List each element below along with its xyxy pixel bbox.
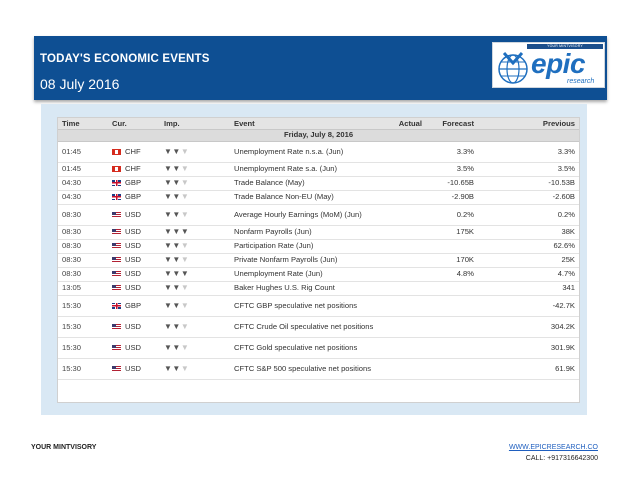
- currency-code: USD: [125, 321, 142, 331]
- event-name: Trade Balance (May): [230, 176, 384, 190]
- event-importance: [160, 316, 230, 337]
- economic-events-table: [58, 118, 579, 380]
- table-row: [58, 162, 579, 176]
- event-forecast: 0.2%: [426, 204, 478, 225]
- bull-icon: ▼: [164, 342, 173, 352]
- event-importance: [160, 281, 230, 295]
- event-actual: [384, 190, 426, 204]
- event-forecast: [426, 358, 478, 379]
- event-name: Baker Hughes U.S. Rig Count: [230, 281, 384, 295]
- bull-icon: ▼: [172, 146, 181, 156]
- event-forecast: 3.5%: [426, 162, 478, 176]
- event-importance: [160, 267, 230, 281]
- bull-icon: ▼: [172, 227, 181, 236]
- events-table-container: [57, 117, 580, 403]
- table-row: [58, 253, 579, 267]
- bull-icon: ▼: [180, 227, 190, 236]
- col-actual: Actual: [384, 118, 426, 129]
- event-name: Average Hourly Earnings (MoM) (Jun): [230, 204, 384, 225]
- event-currency: [108, 337, 160, 358]
- day-heading: Friday, July 8, 2016: [58, 129, 579, 141]
- bull-icon: ▼: [172, 255, 181, 264]
- event-currency: [108, 225, 160, 239]
- flag-us-icon: [112, 229, 121, 235]
- event-previous: -42.7K: [478, 295, 579, 316]
- bull-icon: ▼: [180, 241, 190, 250]
- event-name: CFTC S&P 500 speculative net positions: [230, 358, 384, 379]
- currency-code: GBP: [125, 178, 142, 187]
- flag-gb-icon: [112, 180, 121, 186]
- flag-ch-icon: [112, 149, 121, 155]
- bull-icon: ▼: [172, 192, 181, 201]
- event-importance: [160, 358, 230, 379]
- event-currency: [108, 281, 160, 295]
- flag-us-icon: [112, 257, 121, 263]
- bull-icon: ▼: [172, 209, 181, 219]
- event-importance: [160, 141, 230, 162]
- currency-code: GBP: [125, 300, 142, 310]
- bull-icon: ▼: [180, 255, 190, 264]
- epic-research-logo: [492, 42, 605, 88]
- event-forecast: 3.3%: [426, 141, 478, 162]
- bull-icon: ▼: [164, 300, 173, 310]
- event-name: Unemployment Rate n.s.a. (Jun): [230, 141, 384, 162]
- bull-icon: ▼: [164, 146, 173, 156]
- footer-website-link[interactable]: WWW.EPICRESEARCH.CO: [508, 444, 598, 451]
- event-name: CFTC Gold speculative net positions: [230, 337, 384, 358]
- flag-gb-icon: [112, 303, 121, 309]
- event-actual: [384, 162, 426, 176]
- table-row: [58, 267, 579, 281]
- bull-icon: ▼: [180, 363, 190, 373]
- header-banner: [34, 36, 607, 100]
- bull-icon: ▼: [172, 164, 181, 173]
- event-time: 08:30: [58, 225, 108, 239]
- event-previous: 0.2%: [478, 204, 579, 225]
- currency-code: USD: [125, 209, 142, 219]
- currency-code: USD: [125, 283, 142, 292]
- logo-subtext: research: [567, 78, 595, 85]
- event-forecast: [426, 295, 478, 316]
- event-forecast: -2.90B: [426, 190, 478, 204]
- table-row: [58, 225, 579, 239]
- event-currency: [108, 316, 160, 337]
- event-actual: [384, 295, 426, 316]
- event-time: 15:30: [58, 316, 108, 337]
- col-event: Event: [230, 118, 384, 129]
- footer-brand: YOUR MINTVISORY: [31, 444, 97, 451]
- event-importance: [160, 239, 230, 253]
- table-row: [58, 190, 579, 204]
- flag-us-icon: [112, 285, 121, 291]
- event-time: 08:30: [58, 204, 108, 225]
- logo-wordmark: epic: [531, 48, 586, 79]
- currency-code: USD: [125, 269, 142, 278]
- bull-icon: ▼: [180, 269, 190, 278]
- bull-icon: ▼: [164, 227, 173, 236]
- bull-icon: ▼: [172, 363, 181, 373]
- event-currency: [108, 141, 160, 162]
- event-previous: 38K: [478, 225, 579, 239]
- currency-code: GBP: [125, 192, 142, 201]
- bull-icon: ▼: [172, 300, 181, 310]
- event-time: 15:30: [58, 337, 108, 358]
- bull-icon: ▼: [180, 342, 190, 352]
- event-time: 04:30: [58, 176, 108, 190]
- event-actual: [384, 281, 426, 295]
- event-forecast: -10.65B: [426, 176, 478, 190]
- globe-icon: [495, 49, 531, 87]
- event-importance: [160, 337, 230, 358]
- table-row: [58, 141, 579, 162]
- flag-us-icon: [112, 212, 121, 218]
- event-forecast: 4.8%: [426, 267, 478, 281]
- table-row: [58, 239, 579, 253]
- flag-ch-icon: [112, 166, 121, 172]
- flag-us-icon: [112, 366, 121, 372]
- bull-icon: ▼: [172, 178, 181, 187]
- event-forecast: 170K: [426, 253, 478, 267]
- page-title: TODAY'S ECONOMIC EVENTS: [40, 53, 210, 65]
- bull-icon: ▼: [180, 321, 190, 331]
- event-forecast: [426, 316, 478, 337]
- event-previous: -10.53B: [478, 176, 579, 190]
- bull-icon: ▼: [164, 164, 173, 173]
- event-time: 13:05: [58, 281, 108, 295]
- bull-icon: ▼: [164, 255, 173, 264]
- event-actual: [384, 239, 426, 253]
- event-actual: [384, 141, 426, 162]
- event-importance: [160, 253, 230, 267]
- bull-icon: ▼: [172, 342, 181, 352]
- event-name: Participation Rate (Jun): [230, 239, 384, 253]
- flag-us-icon: [112, 345, 121, 351]
- event-actual: [384, 316, 426, 337]
- currency-code: USD: [125, 363, 142, 373]
- event-currency: [108, 358, 160, 379]
- event-time: 04:30: [58, 190, 108, 204]
- event-previous: 62.6%: [478, 239, 579, 253]
- event-importance: [160, 204, 230, 225]
- event-currency: [108, 239, 160, 253]
- event-name: Unemployment Rate s.a. (Jun): [230, 162, 384, 176]
- event-actual: [384, 176, 426, 190]
- event-name: CFTC GBP speculative net positions: [230, 295, 384, 316]
- event-importance: [160, 176, 230, 190]
- table-row: [58, 316, 579, 337]
- flag-us-icon: [112, 271, 121, 277]
- flag-us-icon: [112, 243, 121, 249]
- table-row: [58, 281, 579, 295]
- bull-icon: ▼: [180, 209, 190, 219]
- flag-gb-icon: [112, 194, 121, 200]
- event-forecast: [426, 337, 478, 358]
- event-previous: 304.2K: [478, 316, 579, 337]
- col-currency: Cur.: [108, 118, 160, 129]
- event-actual: [384, 337, 426, 358]
- bull-icon: ▼: [164, 192, 173, 201]
- bull-icon: ▼: [164, 241, 173, 250]
- event-importance: [160, 225, 230, 239]
- bull-icon: ▼: [172, 241, 181, 250]
- currency-code: USD: [125, 255, 142, 264]
- event-currency: [108, 190, 160, 204]
- event-previous: 25K: [478, 253, 579, 267]
- currency-code: USD: [125, 241, 142, 250]
- event-name: Private Nonfarm Payrolls (Jun): [230, 253, 384, 267]
- bull-icon: ▼: [164, 209, 173, 219]
- event-previous: -2.60B: [478, 190, 579, 204]
- event-forecast: 175K: [426, 225, 478, 239]
- event-previous: 61.9K: [478, 358, 579, 379]
- event-name: Unemployment Rate (Jun): [230, 267, 384, 281]
- event-currency: [108, 162, 160, 176]
- event-time: 15:30: [58, 295, 108, 316]
- event-actual: [384, 253, 426, 267]
- bull-icon: ▼: [180, 146, 190, 156]
- event-actual: [384, 267, 426, 281]
- events-panel: [41, 104, 587, 415]
- event-forecast: [426, 239, 478, 253]
- event-name: Nonfarm Payrolls (Jun): [230, 225, 384, 239]
- currency-code: CHF: [125, 164, 141, 173]
- table-row: [58, 337, 579, 358]
- event-currency: [108, 204, 160, 225]
- logo-tagline: YOUR MINTVISORY: [527, 44, 603, 49]
- bull-icon: ▼: [172, 321, 181, 331]
- event-importance: [160, 190, 230, 204]
- table-row: [58, 204, 579, 225]
- bull-icon: ▼: [180, 164, 190, 173]
- bull-icon: ▼: [164, 363, 173, 373]
- event-previous: 301.9K: [478, 337, 579, 358]
- event-previous: 341: [478, 281, 579, 295]
- bull-icon: ▼: [164, 321, 173, 331]
- footer-phone: CALL: +917316642300: [525, 455, 598, 462]
- bull-icon: ▼: [164, 269, 173, 278]
- event-time: 01:45: [58, 141, 108, 162]
- day-heading-row: [58, 129, 579, 141]
- event-actual: [384, 204, 426, 225]
- event-name: CFTC Crude Oil speculative net positions: [230, 316, 384, 337]
- bull-icon: ▼: [164, 283, 173, 292]
- event-currency: [108, 253, 160, 267]
- event-previous: 3.3%: [478, 141, 579, 162]
- table-row: [58, 176, 579, 190]
- event-importance: [160, 162, 230, 176]
- flag-us-icon: [112, 324, 121, 330]
- event-previous: 4.7%: [478, 267, 579, 281]
- event-name: Trade Balance Non-EU (May): [230, 190, 384, 204]
- bull-icon: ▼: [172, 283, 181, 292]
- table-row: [58, 295, 579, 316]
- currency-code: USD: [125, 227, 142, 236]
- currency-code: USD: [125, 342, 142, 352]
- bull-icon: ▼: [172, 269, 181, 278]
- event-actual: [384, 358, 426, 379]
- event-currency: [108, 267, 160, 281]
- event-forecast: [426, 281, 478, 295]
- event-time: 08:30: [58, 253, 108, 267]
- event-time: 08:30: [58, 267, 108, 281]
- bull-icon: ▼: [180, 283, 190, 292]
- table-row: [58, 358, 579, 379]
- event-actual: [384, 225, 426, 239]
- event-time: 01:45: [58, 162, 108, 176]
- event-previous: 3.5%: [478, 162, 579, 176]
- bull-icon: ▼: [180, 178, 190, 187]
- event-currency: [108, 295, 160, 316]
- bull-icon: ▼: [164, 178, 173, 187]
- bull-icon: ▼: [180, 300, 190, 310]
- col-time: Time: [58, 118, 108, 129]
- col-importance: Imp.: [160, 118, 230, 129]
- event-time: 08:30: [58, 239, 108, 253]
- event-importance: [160, 295, 230, 316]
- col-forecast: Forecast: [426, 118, 478, 129]
- bull-icon: ▼: [180, 192, 190, 201]
- event-currency: [108, 176, 160, 190]
- table-header-row: [58, 118, 579, 129]
- col-previous: Previous: [478, 118, 579, 129]
- currency-code: CHF: [125, 146, 141, 156]
- page-date: 08 July 2016: [40, 76, 120, 92]
- event-time: 15:30: [58, 358, 108, 379]
